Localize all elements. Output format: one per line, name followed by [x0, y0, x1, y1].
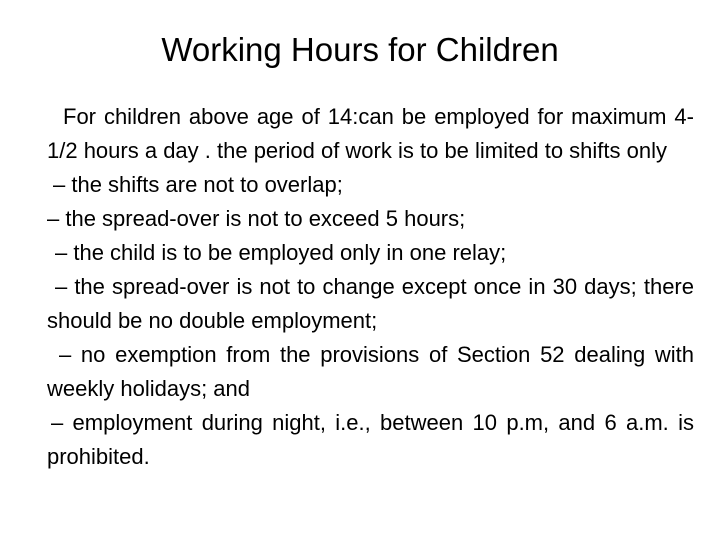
paragraph-spread-over-limit: – the spread-over is not to exceed 5 hours; — [47, 206, 466, 231]
paragraph-spread-over-change: – the spread-over is not to change except once in 30 days; there should be no double employment; — [47, 274, 694, 333]
paragraph-weekly-holidays: – no exemption from the provisions of Section 52 dealing with weekly holidays; and — [47, 342, 694, 401]
paragraph-shifts-overlap: – the shifts are not to overlap; — [53, 172, 343, 197]
paragraph-intro: For children above age of 14:can be employed for maximum 4-1/2 hours a day . the period of work is to be limited to shifts only — [47, 104, 694, 163]
paragraph-night-employment: – employment during night, i.e., between 10 p.m, and 6 a.m. is prohibited. — [47, 410, 694, 469]
paragraph-one-relay: – the child is to be employed only in one relay; — [55, 240, 507, 265]
slide-title: Working Hours for Children — [161, 31, 559, 68]
slide-body — [47, 100, 694, 474]
